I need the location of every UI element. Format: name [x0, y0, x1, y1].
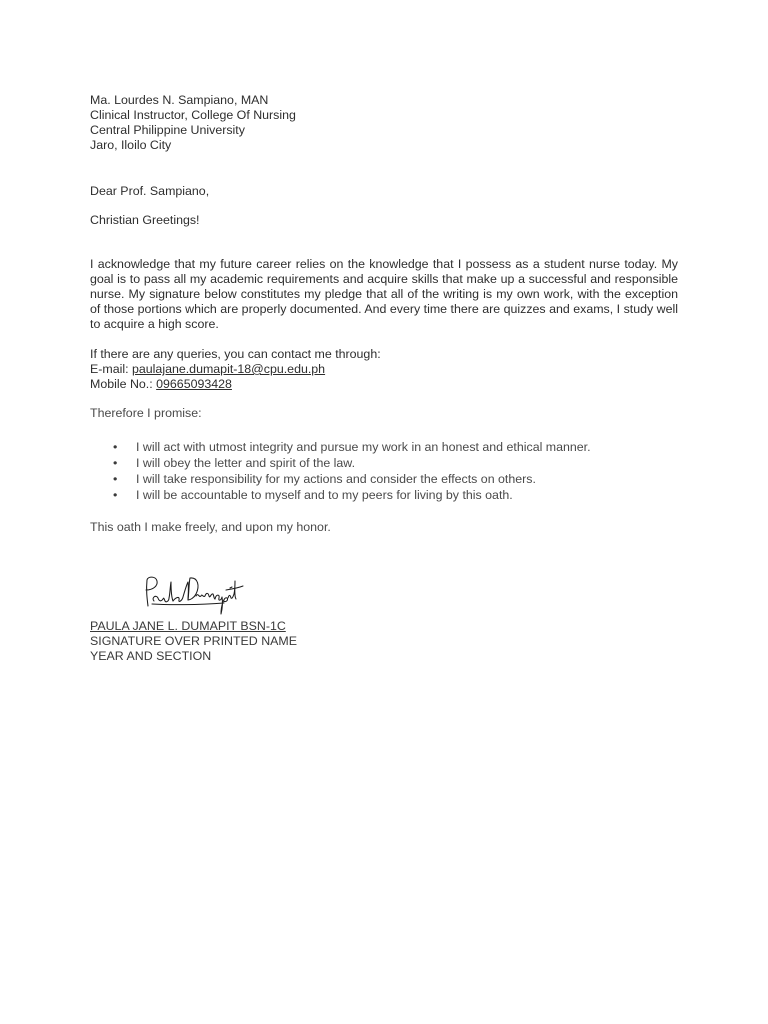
promise-text: I will take responsibility for my actions and consider the effects on others. — [136, 472, 536, 486]
list-item — [90, 455, 678, 471]
email-label: E-mail: — [90, 362, 132, 376]
addressee-title: Clinical Instructor, College Of Nursing — [90, 108, 296, 122]
salutation: Dear Prof. Sampiano, — [90, 184, 210, 198]
addressee-city: Jaro, Iloilo City — [90, 138, 172, 152]
bullet-icon: • — [113, 488, 118, 502]
mobile-label: Mobile No.: — [90, 377, 157, 391]
handwritten-signature — [128, 568, 246, 620]
year-section-caption: YEAR AND SECTION — [90, 649, 212, 663]
addressee-institution: Central Philippine University — [90, 123, 245, 137]
bullet-icon: • — [113, 472, 118, 486]
list-item — [90, 439, 678, 455]
body-paragraph: I acknowledge that my future career relies on the knowledge that I possess as a student nurse today. My goal is to pass all my academic requirements and acquire skills that make up a successful and responsible nurse. My signature below constitutes my pledge that all of the writing is my own work, with the exception of those portions which are properly documented. And every time there are quizzes and exams, I study well to acquire a high score. — [90, 257, 678, 331]
promise-text: I will be accountable to myself and to my peers for living by this oath. — [136, 488, 513, 502]
addressee-block — [90, 93, 678, 153]
promise-intro: Therefore I promise: — [90, 406, 202, 420]
email-line — [90, 362, 678, 377]
email-link[interactable]: paulajane.dumapit-18@cpu.edu.ph — [132, 362, 326, 376]
promise-list — [90, 439, 678, 503]
signature-block — [90, 619, 678, 664]
promise-text: I will obey the letter and spirit of the law. — [136, 456, 356, 470]
addressee-name: Ma. Lourdes N. Sampiano, MAN — [90, 93, 269, 107]
signature-caption: SIGNATURE OVER PRINTED NAME — [90, 634, 297, 648]
contact-block — [90, 347, 678, 392]
greeting: Christian Greetings! — [90, 213, 200, 227]
bullet-icon: • — [113, 440, 118, 454]
printed-name: PAULA JANE L. DUMAPIT BSN-1C — [90, 619, 286, 633]
contact-intro: If there are any queries, you can contact me through: — [90, 347, 381, 361]
closing-statement: This oath I make freely, and upon my honor. — [90, 520, 331, 534]
mobile-link[interactable]: 09665093428 — [156, 377, 232, 391]
list-item — [90, 471, 678, 487]
list-item — [90, 487, 678, 503]
promise-text: I will act with utmost integrity and pursue my work in an honest and ethical manner. — [136, 440, 591, 454]
mobile-line — [90, 377, 678, 392]
bullet-icon: • — [113, 456, 118, 470]
